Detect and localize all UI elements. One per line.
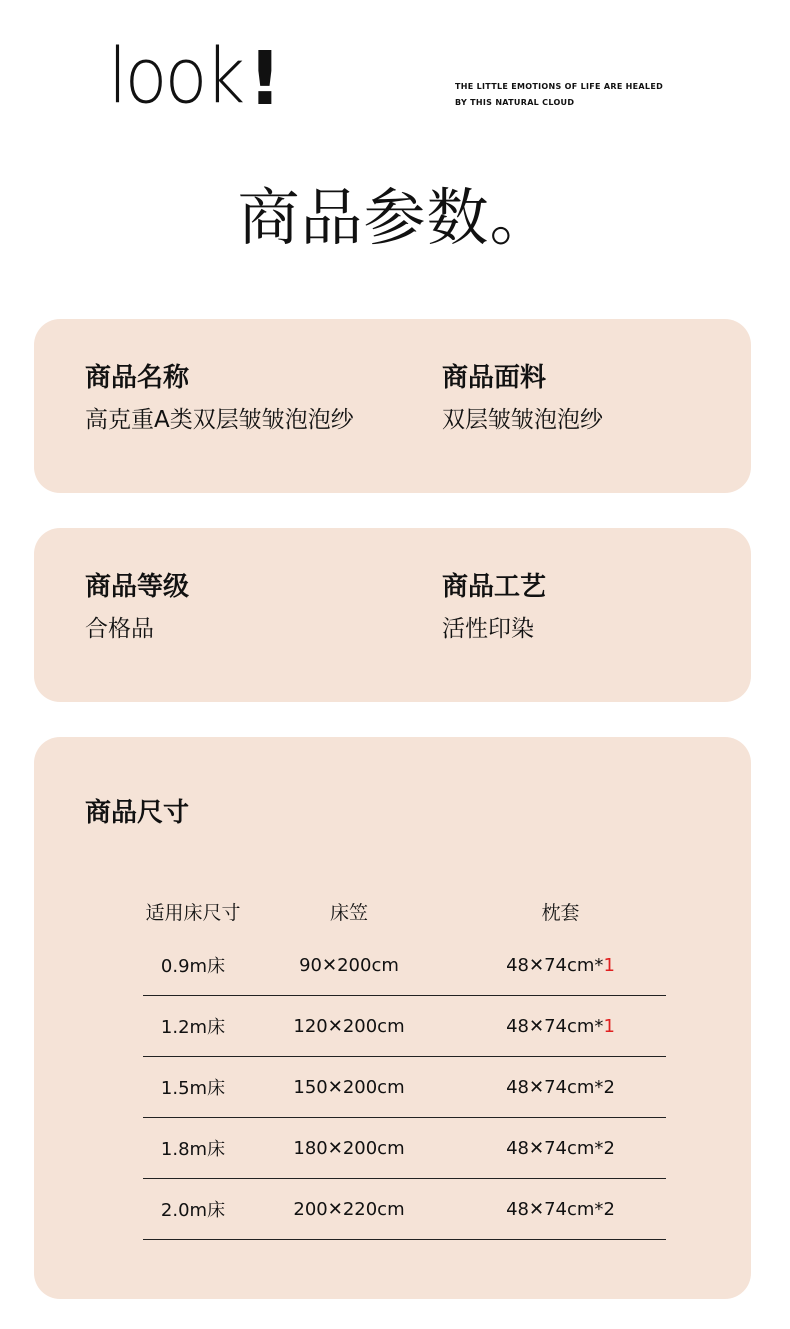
- fitted-sheet-cell: 90✕200cm: [299, 954, 399, 976]
- table-row: [143, 1179, 666, 1240]
- bed-size-cell: 0.9m床: [160, 956, 226, 977]
- table-row: [143, 1057, 666, 1118]
- product-name-card: [34, 319, 751, 493]
- pillowcase-qty: 1: [603, 1015, 615, 1037]
- pillowcase-size: 48✕74cm*: [506, 1198, 604, 1220]
- product-name-value: 高克重A类双层皱皱泡泡纱: [85, 407, 354, 433]
- craft-value: 活性印染: [442, 616, 534, 642]
- size-title: 商品尺寸: [85, 798, 190, 828]
- pillowcase-cell: [455, 1016, 666, 1037]
- pillowcase-cell: [455, 1077, 666, 1098]
- product-name-label: 商品名称: [85, 363, 190, 393]
- page-title: 商品参数。: [237, 181, 553, 254]
- pillowcase-cell: [455, 1199, 666, 1220]
- table-row: [143, 1118, 666, 1179]
- grade-label: 商品等级: [85, 572, 190, 602]
- size-table-rows: [143, 935, 666, 1240]
- grade-value: 合格品: [85, 616, 154, 642]
- pillowcase-qty: 1: [603, 954, 615, 976]
- product-name-field: [85, 361, 354, 435]
- size-table-header: [143, 887, 666, 935]
- size-card: [34, 737, 751, 1299]
- bed-size-cell: 1.2m床: [160, 1017, 226, 1038]
- pillowcase-size: 48✕74cm*: [506, 1137, 604, 1159]
- pillowcase-size: 48✕74cm*: [506, 954, 604, 976]
- table-row: [143, 996, 666, 1057]
- pillowcase-size: 48✕74cm*: [506, 1015, 604, 1037]
- fabric-label: 商品面料: [442, 363, 547, 393]
- bed-size-cell: 2.0m床: [160, 1200, 226, 1221]
- header-pillowcase: 枕套: [541, 901, 580, 924]
- exclamation-mark: !: [248, 36, 282, 122]
- fabric-field: [442, 361, 603, 435]
- table-row: [143, 935, 666, 996]
- fitted-sheet-cell: 200✕220cm: [293, 1198, 405, 1220]
- pillowcase-qty: 2: [603, 1076, 615, 1098]
- craft-field: [442, 570, 546, 644]
- tagline-line-1: THE LITTLE EMOTIONS OF LIFE ARE HEALED: [455, 82, 664, 91]
- pillowcase-qty: 2: [603, 1137, 615, 1159]
- tagline-line-2: BY THIS NATURAL CLOUD: [455, 98, 575, 107]
- pillowcase-qty: 2: [603, 1198, 615, 1220]
- fabric-value: 双层皱皱泡泡纱: [442, 407, 603, 433]
- pillowcase-cell: [455, 1138, 666, 1159]
- header: [0, 0, 790, 290]
- pillowcase-cell: [455, 955, 666, 976]
- fitted-sheet-cell: 150✕200cm: [293, 1076, 405, 1098]
- bed-size-cell: 1.8m床: [160, 1139, 226, 1160]
- tagline: [455, 79, 715, 111]
- header-fitted-sheet: 床笠: [329, 901, 368, 924]
- size-table: [143, 887, 666, 1240]
- pillowcase-size: 48✕74cm*: [506, 1076, 604, 1098]
- craft-label: 商品工艺: [442, 572, 547, 602]
- header-bed-size: 适用床尺寸: [145, 901, 241, 924]
- grade-field: [85, 570, 189, 644]
- bed-size-cell: 1.5m床: [160, 1078, 226, 1099]
- grade-card: [34, 528, 751, 702]
- look-wordmark: look: [108, 31, 243, 120]
- fitted-sheet-cell: 180✕200cm: [293, 1137, 405, 1159]
- fitted-sheet-cell: 120✕200cm: [293, 1015, 405, 1037]
